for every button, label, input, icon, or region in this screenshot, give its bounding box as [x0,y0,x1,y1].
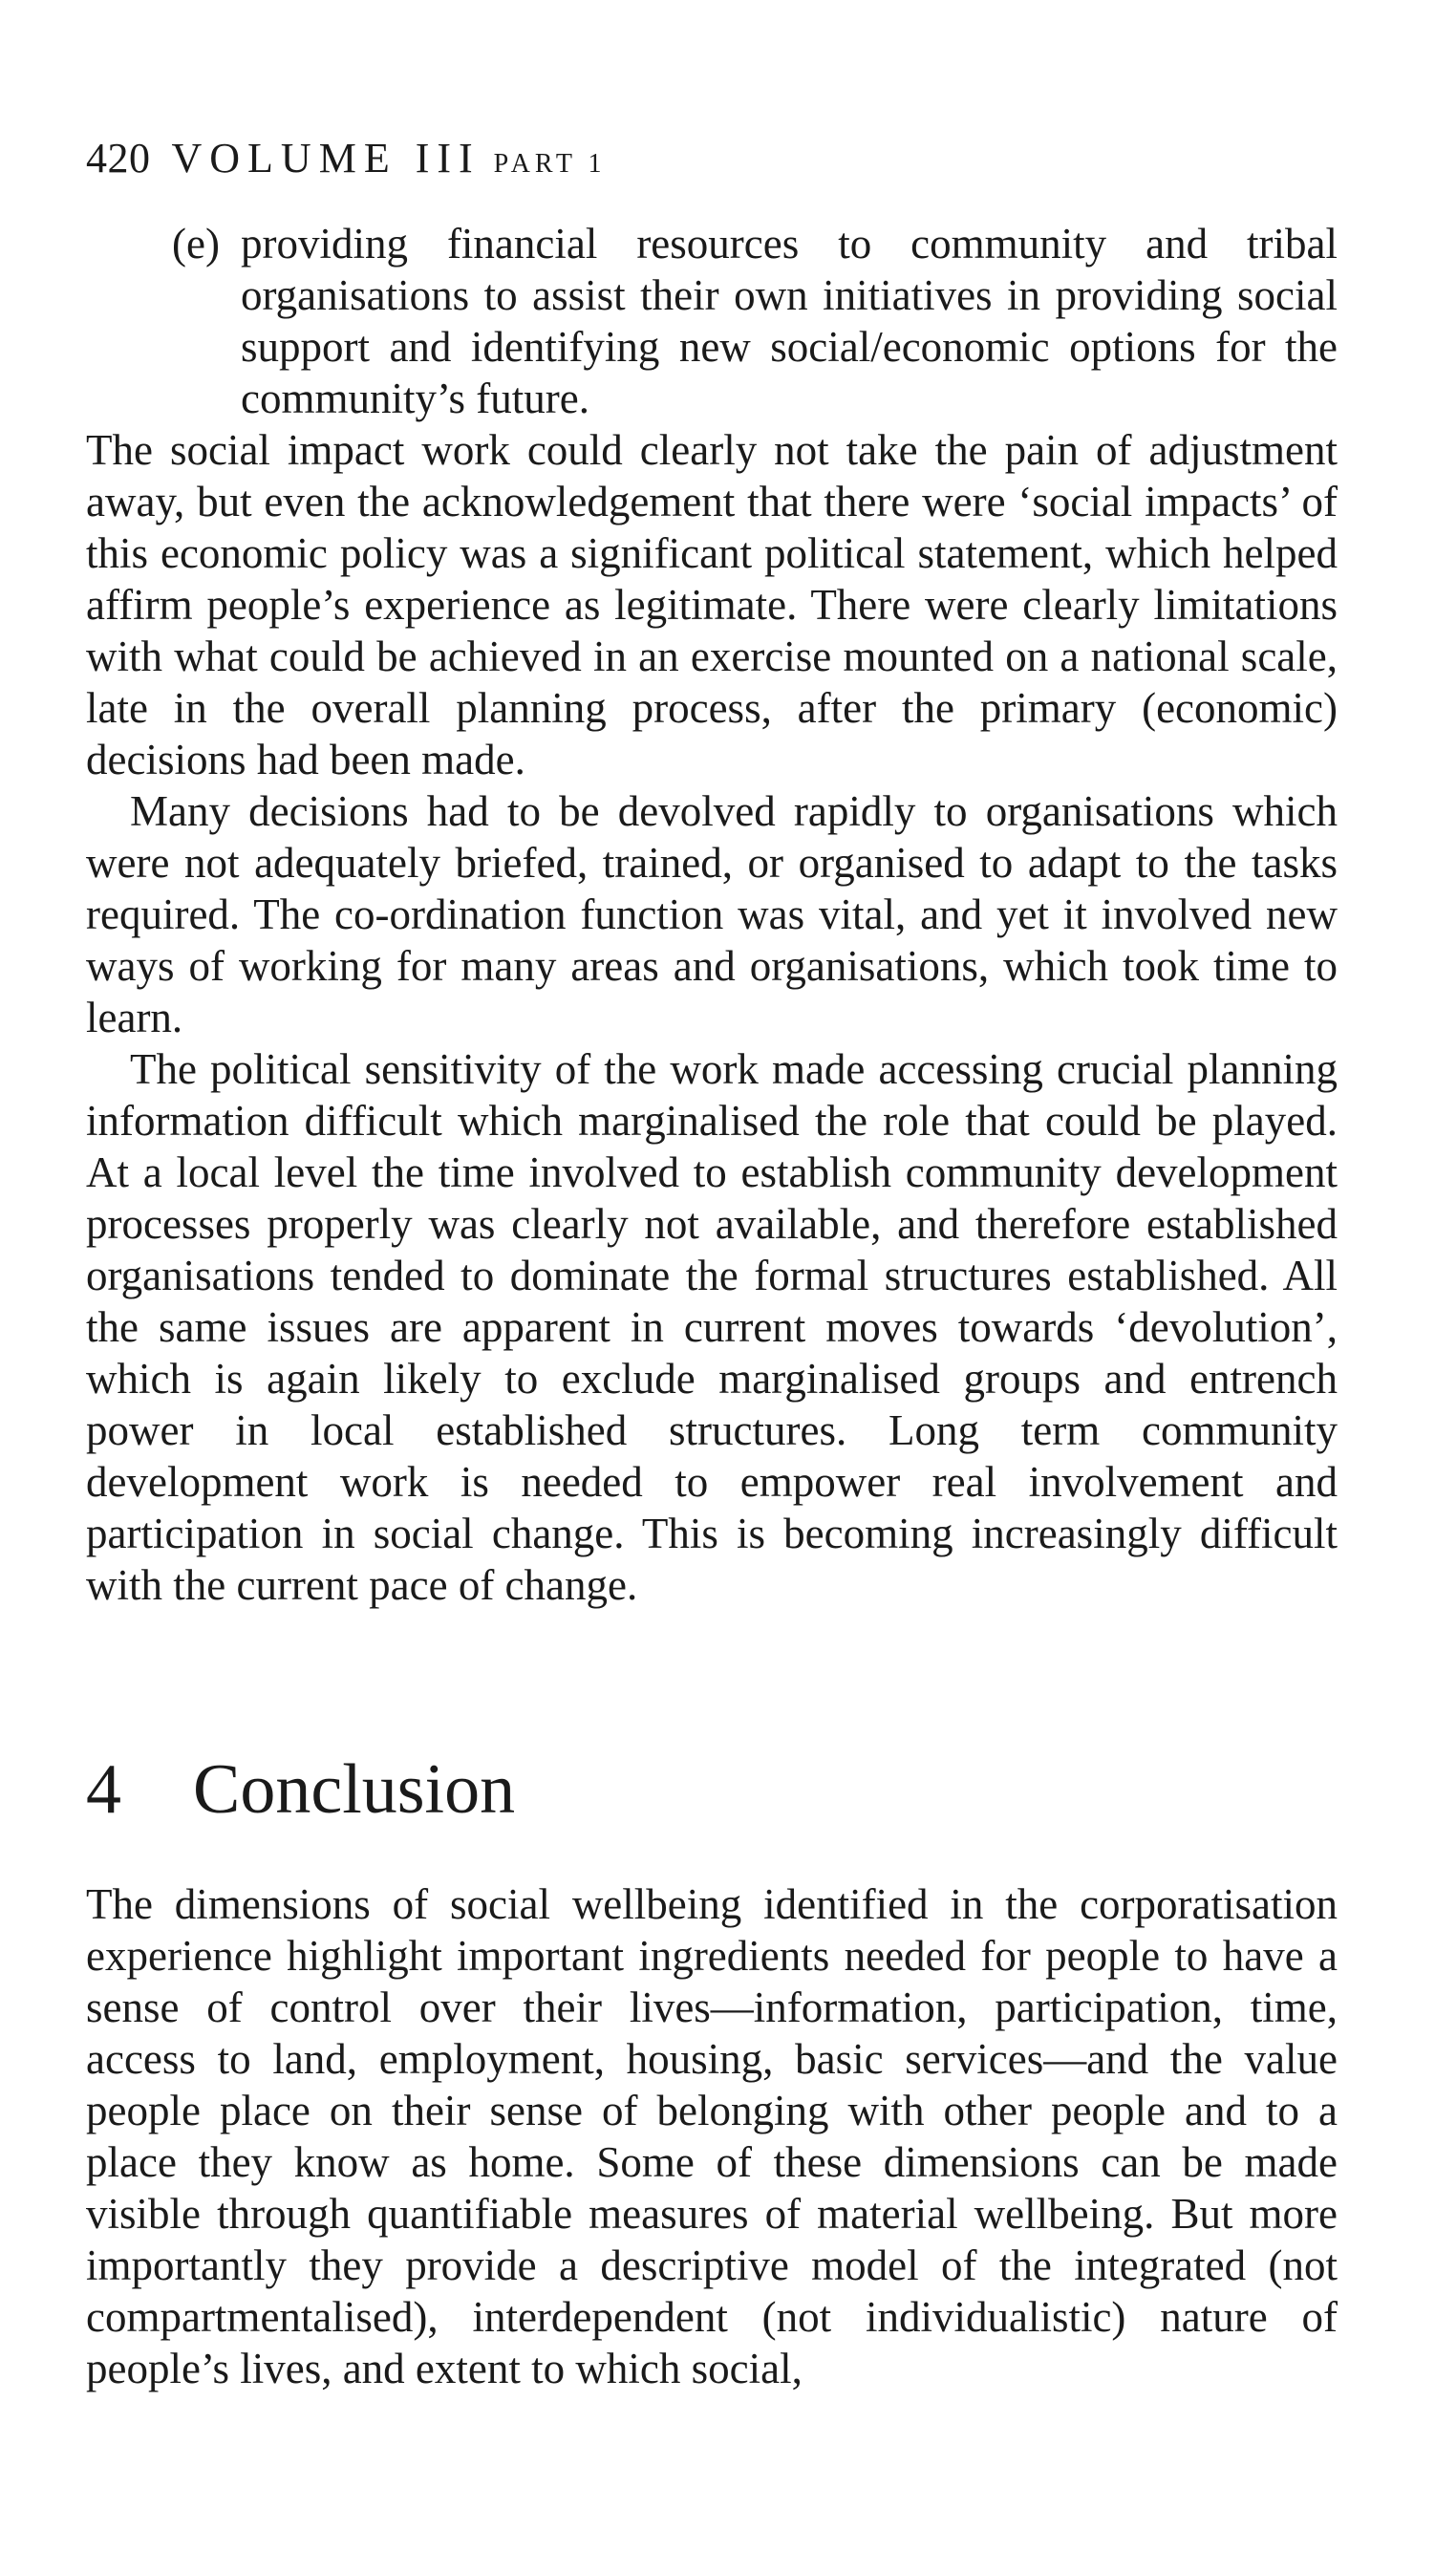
section-number: 4 [86,1750,121,1829]
main-text-conclusion [86,1878,1338,2394]
paragraph-political-sensitivity: The political sensitivity of the work made accessing crucial planning information difficult which marginalised the role that could be played. At a local level the time involved to establish community development processes properly was clearly not available, and therefore established organisations tended to dominate the formal structures established. All the same issues are apparent in current moves towards ‘devolution’, which is again likely to exclude marginalised groups and entrench power in local established structures. Long term community development work is needed to empower real involvement and participation in social change. This is becoming increasingly difficult with the current pace of change. [86,1045,1338,1609]
main-text-top [86,218,1338,1611]
paragraph-decisions: Many decisions had to be devolved rapidly to organisations which were not adequately briefed, trained, or organised to adapt to the tasks required. The co-ordination function was vital, and yet it involved new ways of working for many areas and organisations, which took time to learn. [86,787,1338,1041]
list-marker: (e) [172,220,220,268]
running-head [86,134,607,182]
section-title: Conclusion [193,1750,516,1829]
paragraph-social-impact: The social impact work could clearly not take the pain of adjustment away, but even the acknowledgement that there were ‘social impacts’ of this economic policy was a significant political statement, which helped affirm people’s experience as legitimate. There were clearly limitations with what could be achieved in an exercise mounted on a national scale, late in the overall planning process, after the primary (economic) decisions had been made. [86,426,1338,783]
list-item-text: providing financial resources to community and tribal organisations to assist their own initiatives in providing social support and identifying new social/economic options for the community’s future. [241,220,1338,422]
list-item-e [86,218,1338,424]
section-heading [86,1747,515,1833]
page-number: 420 [86,135,151,182]
paragraph-conclusion: The dimensions of social wellbeing identified in the corporatisation experience highlight important ingredients needed for people to have a sense of control over their lives—information, participation, time, access to land, employment, housing, basic services—and the value people place on their sense of belonging with other people and to a place they know as home. Some of these dimensions can be made visible through quantifiable measures of material wellbeing. But more importantly they provide a descriptive model of the integrated (not compartmentalised), interdependent (not individualistic) nature of people’s lives, and extent to which social, [86,1880,1338,2392]
part-label: PART 1 [493,149,607,179]
volume-label: VOLUME III [171,135,481,182]
